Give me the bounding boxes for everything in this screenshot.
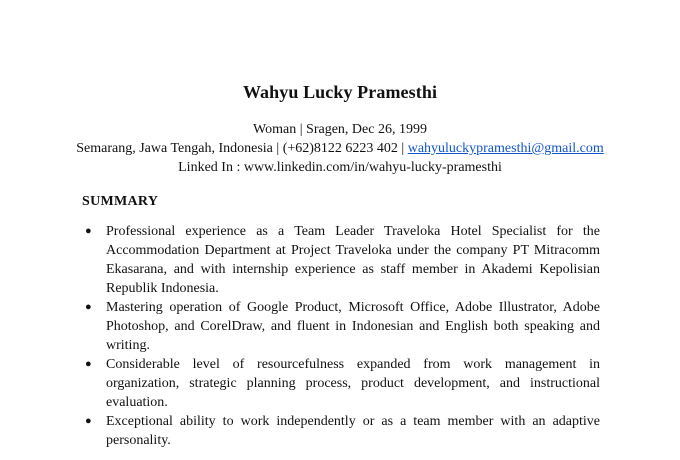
- summary-item-text: Exceptional ability to work independently or as a team member with an adaptive personality.: [106, 414, 600, 448]
- summary-item: [82, 412, 600, 450]
- summary-item: [82, 298, 600, 355]
- bullet-icon: ●: [85, 415, 92, 427]
- resume-name: Wahyu Lucky Pramesthi: [242, 82, 438, 102]
- summary-item: [82, 222, 600, 298]
- summary-list: [82, 222, 600, 450]
- summary-heading: SUMMARY: [82, 194, 159, 209]
- bullet-icon: ●: [85, 301, 92, 313]
- contact-line-location-phone-email: [0, 139, 680, 158]
- email-link[interactable]: wahyuluckypramesthi@gmail.com: [407, 141, 604, 156]
- summary-item-text: Professional experience as a Team Leader Traveloka Hotel Specialist for the Accommodation Department at Project Traveloka under the company PT Mitracomm Ekasarana, and with internship experience as staff member in Akademi Kepolisian Republik Indonesia.: [106, 224, 600, 296]
- contact-location-phone: Semarang, Jawa Tengah, Indonesia | (+62)8122 6223 402 |: [76, 141, 408, 156]
- summary-item-text: Considerable level of resourcefulness expanded from work management in organization, strategic planning process, product development, and instructional evaluation.: [106, 357, 600, 410]
- bullet-icon: ●: [85, 358, 92, 370]
- contact-line-gender-birth: Woman | Sragen, Dec 26, 1999: [253, 122, 427, 137]
- bullet-icon: ●: [85, 225, 92, 237]
- summary-item: [82, 355, 600, 412]
- summary-item-text: Mastering operation of Google Product, Microsoft Office, Adobe Illustrator, Adobe Photoshop, and CorelDraw, and fluent in Indonesian and English both speaking and writing.: [106, 300, 600, 353]
- contact-line-linkedin: Linked In : www.linkedin.com/in/wahyu-lucky-pramesthi: [178, 160, 502, 175]
